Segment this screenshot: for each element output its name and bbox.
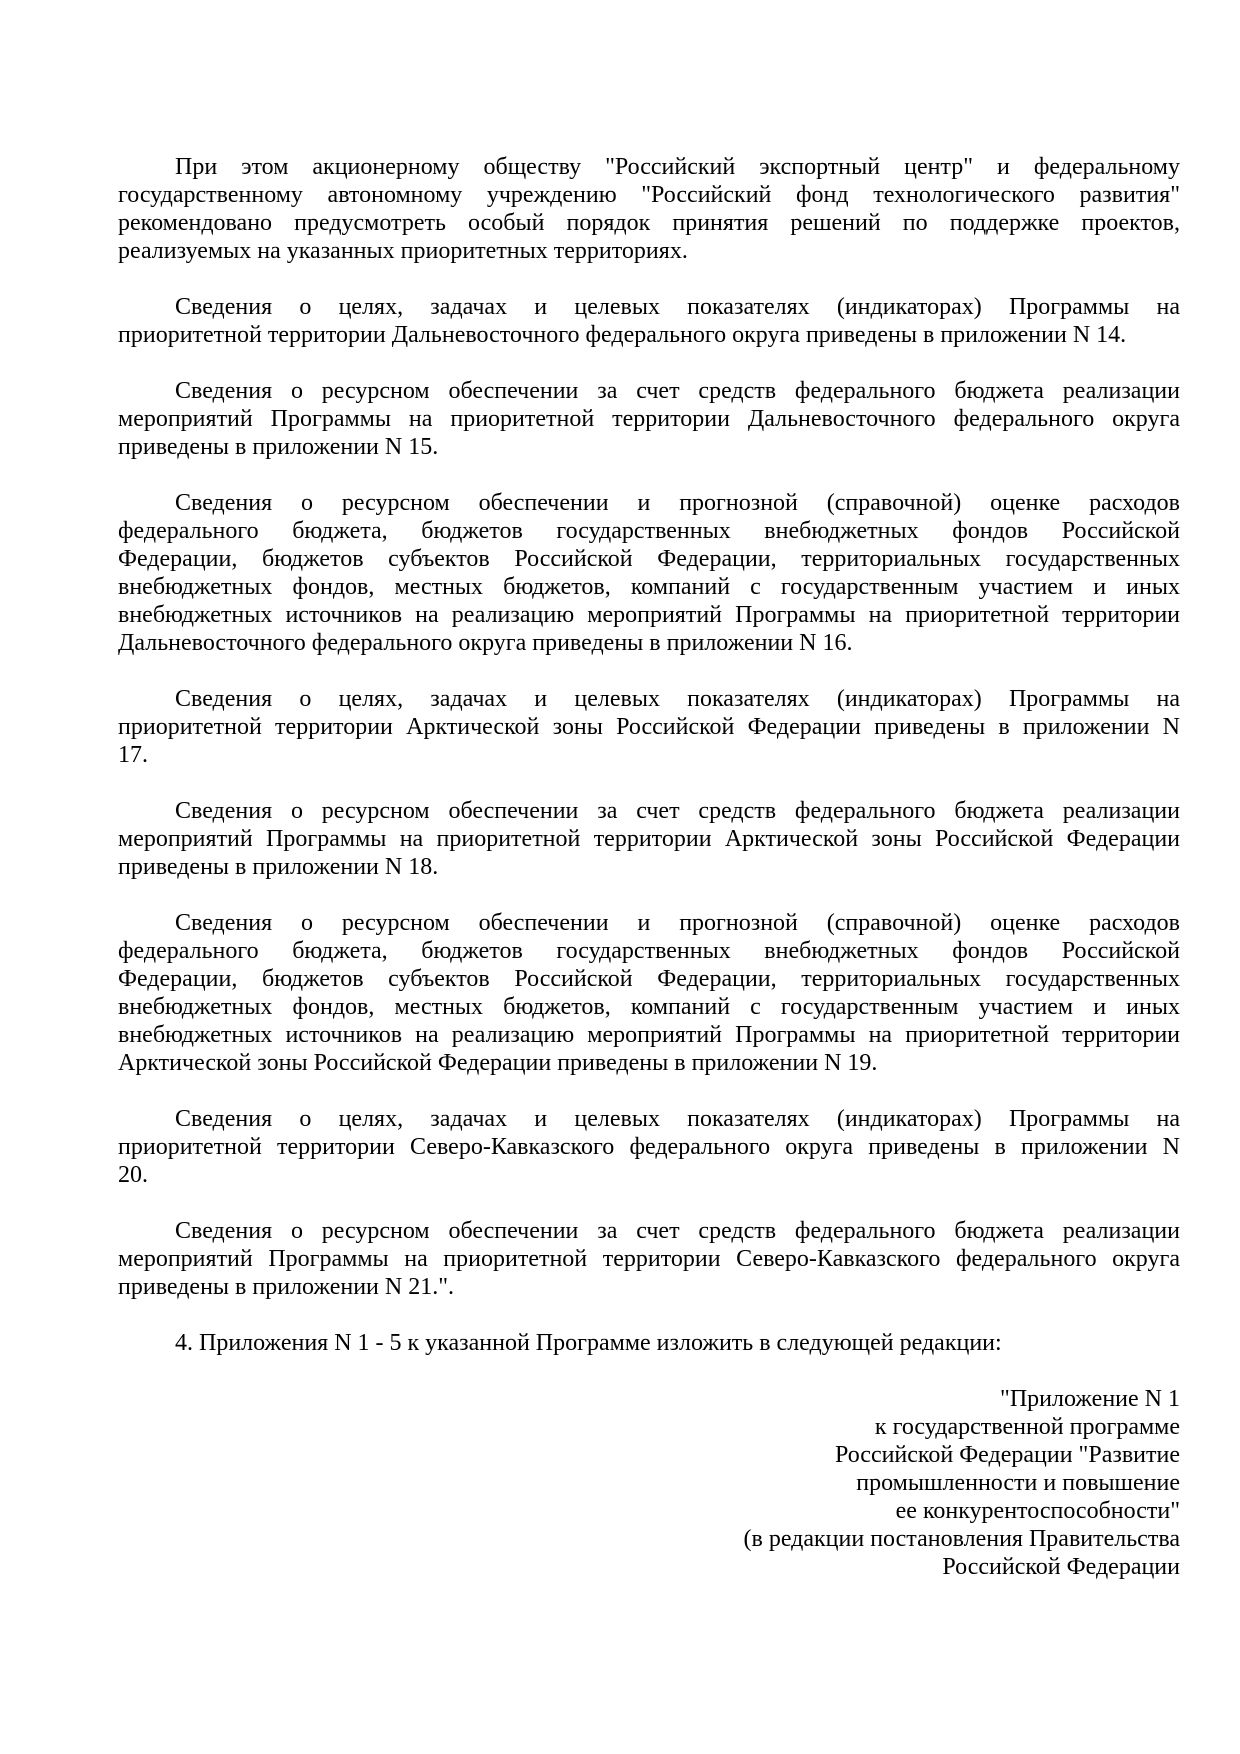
text-line: Сведения о целях, задачах и целевых показателях (индикаторах) Программы на <box>175 1106 1180 1132</box>
text-line: Арктической зоны Российской Федерации приведены в приложении N 19. <box>118 1050 878 1076</box>
text-line: реализуемых на указанных приоритетных территориях. <box>118 238 688 264</box>
text-line: государственному автономному учреждению "Российский фонд технологического развития" <box>118 182 1180 208</box>
text-line: внебюджетных фондов, местных бюджетов, компаний с государственным участием и иных <box>118 994 1180 1020</box>
text-line: приоритетной территории Северо-Кавказского федерального округа приведены в приложении N <box>118 1134 1180 1160</box>
appendix-header-line: Российской Федерации "Развитие <box>834 1442 1180 1468</box>
text-line: приоритетной территории Арктической зоны Российской Федерации приведены в приложении N <box>118 714 1180 740</box>
paragraph-item-4-appendices-revision <box>118 1329 1180 1357</box>
document-body <box>118 153 1180 1581</box>
text-line: Сведения о ресурсном обеспечении и прогнозной (справочной) оценке расходов <box>175 910 1180 936</box>
appendix-header-line: к государственной программе <box>874 1414 1180 1440</box>
text-line: Сведения о ресурсном обеспечении за счет средств федерального бюджета реализации <box>175 798 1180 824</box>
appendix-title: "Приложение N 1 <box>1000 1386 1180 1412</box>
text-line: 17. <box>118 742 148 768</box>
text-line: Федерации, бюджетов субъектов Российской Федерации, территориальных государственных <box>118 546 1180 572</box>
paragraph-far-east-goals-appendix-14 <box>118 293 1180 349</box>
paragraph-arctic-federal-budget-appendix-18 <box>118 797 1180 881</box>
text-line: Сведения о целях, задачах и целевых показателях (индикаторах) Программы на <box>175 686 1180 712</box>
appendix-header-line: (в редакции постановления Правительства <box>743 1526 1180 1552</box>
appendix-header-line: промышленности и повышение <box>856 1470 1180 1496</box>
appendix-header-line: Российской Федерации <box>942 1554 1180 1580</box>
text-line: внебюджетных фондов, местных бюджетов, компаний с государственным участием и иных <box>118 574 1180 600</box>
paragraph-north-caucasus-goals-appendix-20 <box>118 1105 1180 1189</box>
text-line: приведены в приложении N 18. <box>118 854 439 880</box>
paragraph-export-center-recommendation <box>118 153 1180 265</box>
text-line: 4. Приложения N 1 - 5 к указанной Программе изложить в следующей редакции: <box>175 1330 1002 1356</box>
text-line: мероприятий Программы на приоритетной территории Дальневосточного федерального округа <box>118 406 1180 432</box>
text-line: внебюджетных источников на реализацию мероприятий Программы на приоритетной территории <box>118 1022 1180 1048</box>
paragraph-far-east-federal-budget-appendix-15 <box>118 377 1180 461</box>
text-line: При этом акционерному обществу "Российский экспортный центр" и федеральному <box>175 154 1180 180</box>
text-line: Сведения о целях, задачах и целевых показателях (индикаторах) Программы на <box>175 294 1180 320</box>
text-line: федерального бюджета, бюджетов государственных внебюджетных фондов Российской <box>118 518 1180 544</box>
appendix-header-line: ее конкурентоспособности" <box>895 1498 1180 1524</box>
appendix-header-block <box>118 1385 1180 1581</box>
text-line: мероприятий Программы на приоритетной территории Северо-Кавказского федерального округа <box>118 1246 1180 1272</box>
text-line: внебюджетных источников на реализацию мероприятий Программы на приоритетной территории <box>118 602 1180 628</box>
paragraph-far-east-resource-forecast-appendix-16 <box>118 489 1180 657</box>
text-line: Сведения о ресурсном обеспечении и прогнозной (справочной) оценке расходов <box>175 490 1180 516</box>
text-line: мероприятий Программы на приоритетной территории Арктической зоны Российской Федерации <box>118 826 1180 852</box>
text-line: Дальневосточного федерального округа приведены в приложении N 16. <box>118 630 853 656</box>
text-line: федерального бюджета, бюджетов государственных внебюджетных фондов Российской <box>118 938 1180 964</box>
text-line: Сведения о ресурсном обеспечении за счет средств федерального бюджета реализации <box>175 1218 1180 1244</box>
paragraph-north-caucasus-federal-budget-appendix-21 <box>118 1217 1180 1301</box>
text-line: приведены в приложении N 21.". <box>118 1274 455 1300</box>
text-line: рекомендовано предусмотреть особый порядок принятия решений по поддержке проектов, <box>118 210 1180 236</box>
paragraph-arctic-resource-forecast-appendix-19 <box>118 909 1180 1077</box>
text-line: приоритетной территории Дальневосточного федерального округа приведены в приложении N 14. <box>118 322 1127 348</box>
paragraph-arctic-goals-appendix-17 <box>118 685 1180 769</box>
text-line: Федерации, бюджетов субъектов Российской Федерации, территориальных государственных <box>118 966 1180 992</box>
text-line: 20. <box>118 1162 148 1188</box>
text-line: приведены в приложении N 15. <box>118 434 439 460</box>
text-line: Сведения о ресурсном обеспечении за счет средств федерального бюджета реализации <box>175 378 1180 404</box>
